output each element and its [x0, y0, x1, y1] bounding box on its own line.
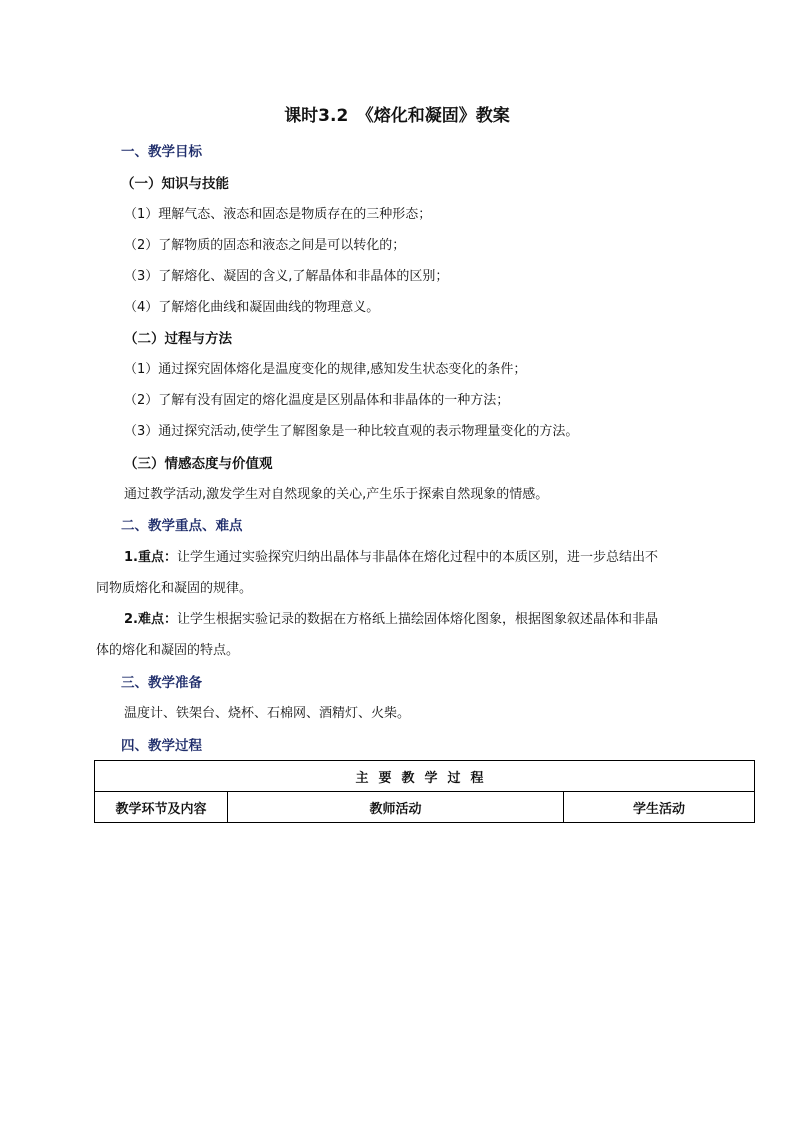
difficulty-text-1: 让学生根据实验记录的数据在方格纸上描绘固体熔化图象，根据图象叙述晶体和非晶: [176, 612, 658, 627]
knowledge-item-4: （4）了解熔化曲线和凝固曲线的物理意义。: [124, 300, 380, 315]
materials-text: 温度计、铁架台、烧杯、石棉网、酒精灯、火柴。: [124, 706, 411, 721]
knowledge-item-1: （1）理解气态、液态和固态是物质存在的三种形态；: [124, 207, 432, 222]
table-header-teacher: 教师活动: [228, 792, 564, 823]
keypoint-text-2: 同物质熔化和凝固的规律。: [96, 581, 253, 596]
section-heading-keypoints: 二、教学重点、难点: [121, 518, 243, 534]
keypoint-paragraph-line-1: [124, 549, 658, 567]
subheading-process-methods: （二）过程与方法: [124, 331, 232, 347]
table-header-row: [95, 792, 755, 823]
table-header-student: 学生活动: [564, 792, 755, 823]
difficulty-paragraph-line-1: [124, 611, 658, 629]
difficulty-label: 2.难点：: [124, 612, 177, 627]
attitude-text: 通过教学活动,激发学生对自然现象的关心,产生乐于探索自然现象的情感。: [124, 487, 549, 502]
knowledge-item-3: （3）了解熔化、凝固的含义,了解晶体和非晶体的区别；: [124, 269, 449, 284]
process-item-3: （3）通过探究活动,使学生了解图象是一种比较直观的表示物理量变化的方法。: [124, 424, 579, 439]
teaching-process-table: [94, 760, 755, 823]
table-caption: 主要教学过程: [95, 761, 755, 792]
difficulty-text-2: 体的熔化和凝固的特点。: [96, 643, 240, 658]
knowledge-item-2: （2）了解物质的固态和液态之间是可以转化的；: [124, 238, 406, 253]
subheading-knowledge-skills: （一）知识与技能: [121, 176, 229, 192]
section-heading-teaching-process: 四、教学过程: [121, 738, 202, 754]
section-heading-preparation: 三、教学准备: [121, 675, 202, 691]
process-item-1: （1）通过探究固体熔化是温度变化的规律,感知发生状态变化的条件；: [124, 362, 527, 377]
subheading-attitude-values: （三）情感态度与价值观: [124, 456, 273, 472]
table-header-stage: 教学环节及内容: [95, 792, 228, 823]
table-caption-row: [95, 761, 755, 792]
keypoint-text-1: 让学生通过实验探究归纳出晶体与非晶体在熔化过程中的本质区别，进一步总结出不: [176, 550, 658, 565]
page-title: 课时3.2 《熔化和凝固》教案: [284, 106, 510, 126]
process-item-2: （2）了解有没有固定的熔化温度是区别晶体和非晶体的一种方法；: [124, 393, 510, 408]
section-heading-objectives: 一、教学目标: [121, 144, 202, 160]
keypoint-label: 1.重点：: [124, 550, 177, 565]
